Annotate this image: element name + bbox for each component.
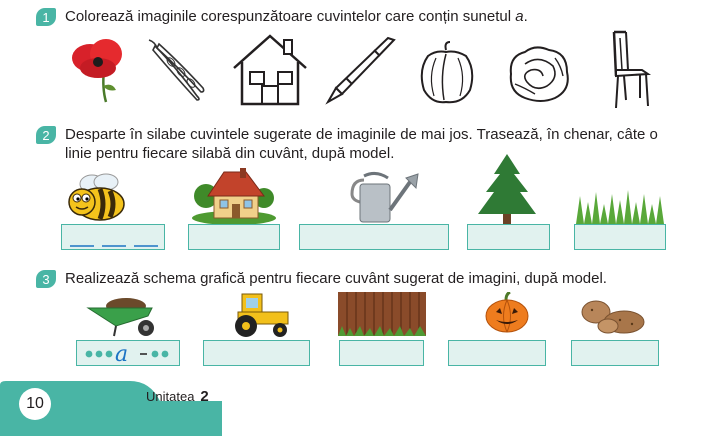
poppy-icon [68,36,126,104]
schema-box[interactable] [571,340,659,366]
unit-label: Unitatea 2 [146,388,209,405]
fence-icon [338,292,426,336]
syllable-box[interactable] [188,224,280,250]
potatoes-icon [580,298,646,334]
exercise-text: Colorează imaginile corespunzătoare cuvintelor care conțin sunetul a. [65,8,528,25]
pumpkin-icon [484,292,530,334]
schema-box[interactable] [203,340,310,366]
bee-icon [64,172,130,224]
exercise-number: 2 [36,126,56,144]
wheelbarrow-icon [86,296,160,338]
schema-box[interactable] [448,340,546,366]
schema-model [77,341,181,367]
exercise-3 [36,269,607,288]
pepper-icon [418,40,476,106]
syllable-box[interactable] [574,224,666,250]
exercise-number: 1 [36,8,56,26]
schema-box[interactable] [339,340,424,366]
exercise-1 [36,7,528,26]
watering-can-icon [344,168,422,224]
syllable-box[interactable] [467,224,550,250]
schema-letter: a [115,342,129,367]
exercise-2 [36,125,676,163]
beans-icon [145,36,207,104]
unit-number: 2 [200,388,209,405]
cabbage-icon [505,44,573,104]
page-number: 10 [19,388,51,420]
syllable-box-model[interactable] [61,224,165,250]
grass-icon [574,188,666,224]
house-outline-icon [232,32,308,106]
exercise-text: Realizează schema grafică pentru fiecare cuvânt sugerat de imagini, după model. [65,270,607,287]
syllable-lines [62,225,166,251]
tractor-icon [228,290,292,338]
exercise-text: Desparte în silabe cuvintele sugerate de imaginile de mai jos. Trasează, în chenar, câte o linie pentru fiecare silabă din cuvânt, după model. [65,126,658,162]
cottage-icon [192,166,276,224]
syllable-box[interactable] [299,224,449,250]
pen-icon [322,36,398,106]
chair-icon [606,30,652,110]
exercise-number: 3 [36,270,56,288]
schema-box-model[interactable] [76,340,180,366]
fir-tree-icon [474,152,540,224]
